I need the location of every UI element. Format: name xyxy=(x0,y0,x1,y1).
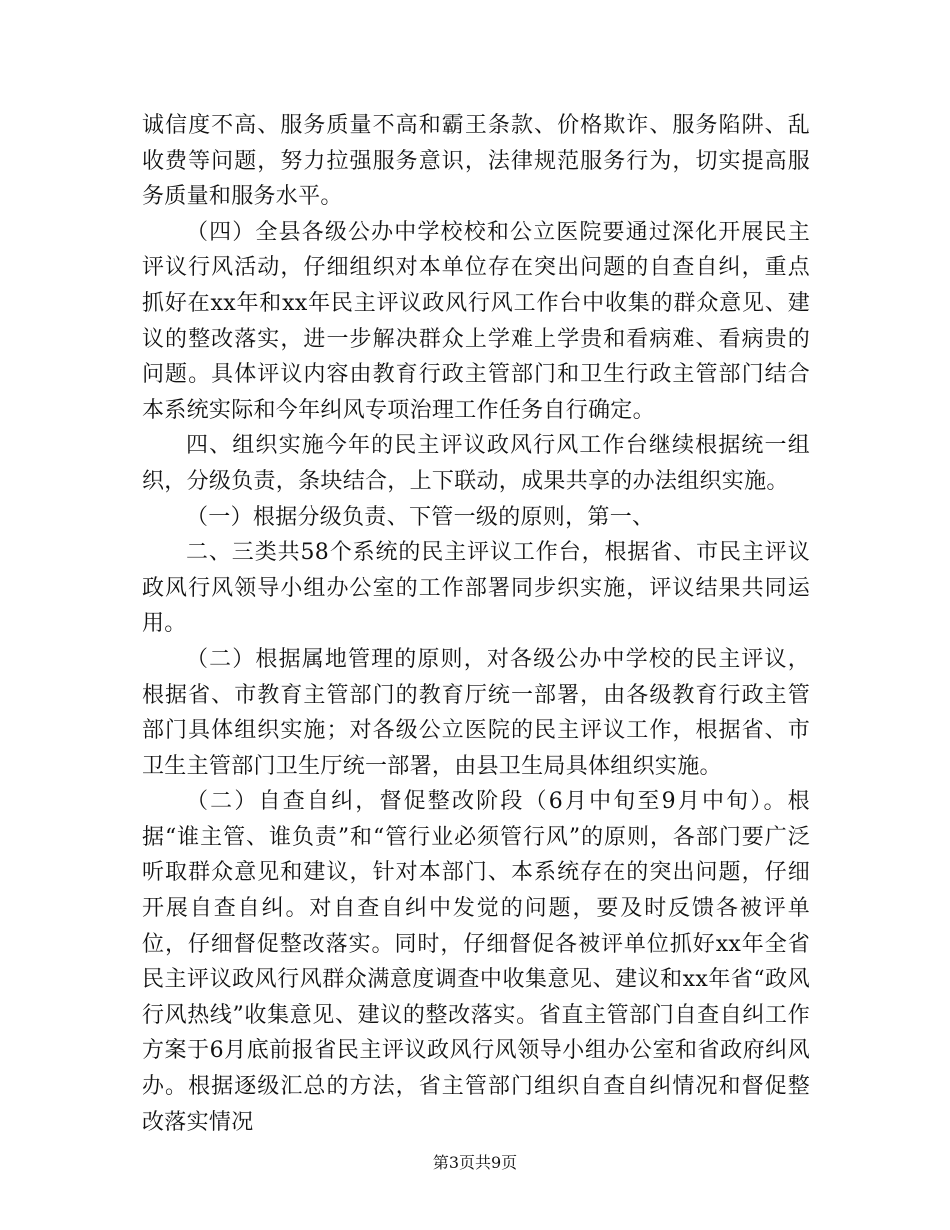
paragraph-7: （二）自查自纠，督促整改阶段（6月中旬至9月中旬）。根据“谁主管、谁负责”和“管行业必须管行风”的原则，各部门要广泛听取群众意见和建议，针对本部门、本系统存在的突出问题，仔细开展自查自纠。对自查自纠中发觉的问题，要及时反馈各被评单位，仔细督促整改落实。同时，仔细督促各被评单位抓好xx年全省民主评议政风行风群众满意度调查中收集意见、建议和xx年省“政风行风热线”收集意见、建议的整改落实。省直主管部门自查自纠工作方案于6月底前报省民主评议政风行风领导小组办公室和省政府纠风办。根据逐级汇总的方法，省主管部门组织自查自纠情况和督促整改落实情况 xyxy=(142,789,810,1135)
paragraph-3: 四、组织实施今年的民主评议政风行风工作台继续根据统一组织，分级负责，条块结合，上下联动，成果共享的办法组织实施。 xyxy=(142,433,810,494)
paragraph-5: 二、三类共58个系统的民主评议工作台，根据省、市民主评议政风行风领导小组办公室的工作部署同步织实施，评议结果共同运用。 xyxy=(142,540,810,637)
paragraph-1: 诚信度不高、服务质量不高和霸王条款、价格欺诈、服务陷阱、乱收费等问题，努力拉强服务意识，法律规范服务行为，切实提高服务质量和服务水平。 xyxy=(142,113,810,210)
page-number-footer: 第3页共9页 xyxy=(432,1153,518,1172)
paragraph-2: （四）全县各级公办中学校校和公立医院要通过深化开展民主评议行风活动，仔细组织对本单位存在突出问题的自查自纠，重点抓好在xx年和xx年民主评议政风行风工作台中收集的群众意见、建议的整改落实，进一步解决群众上学难上学贵和看病难、看病贵的问题。具体评议内容由教育行政主管部门和卫生行政主管部门结合本系统实际和今年纠风专项治理工作任务自行确定。 xyxy=(142,219,810,423)
document-body xyxy=(142,108,810,1140)
paragraph-4: （一）根据分级负责、下管一级的原则，第一、 xyxy=(186,504,655,530)
paragraph-6: （二）根据属地管理的原则，对各级公办中学校的民主评议，根据省、市教育主管部门的教育厅统一部署，由各级教育行政主管部门具体组织实施；对各级公立医院的民主评议工作，根据省、市卫生主管部门卫生厅统一部署，由县卫生局具体组织实施。 xyxy=(142,646,810,779)
